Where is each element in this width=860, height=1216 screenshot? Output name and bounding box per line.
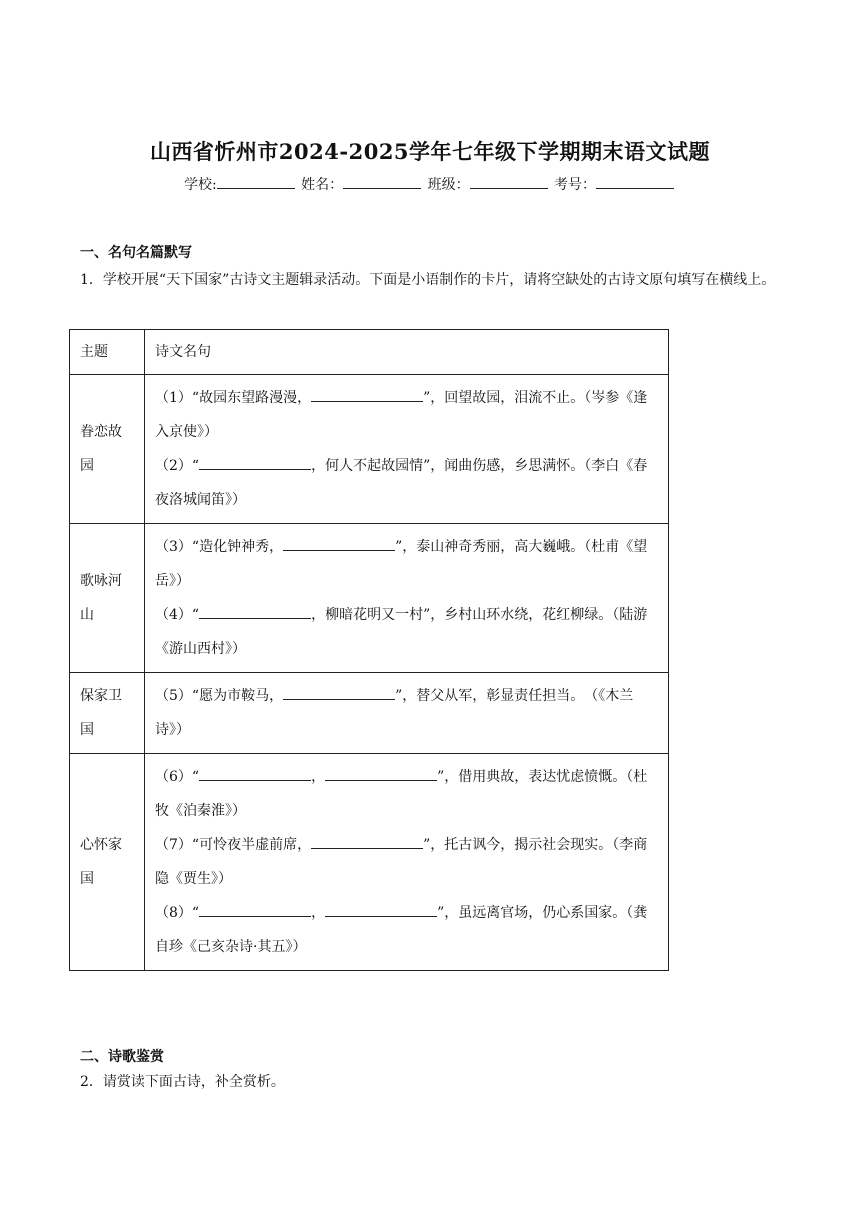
- section-1-heading: 一、名句名篇默写: [80, 245, 192, 261]
- answer-blank[interactable]: [199, 902, 311, 917]
- line-prefix: （3）“造化钟神秀，: [155, 539, 284, 555]
- poem-line-item: [155, 530, 658, 598]
- table-row: [70, 524, 669, 673]
- line-suffix: ”，泰山神奇秀丽，高大巍峨。（杜甫《望岳》）: [155, 539, 648, 589]
- table-row: [70, 754, 669, 971]
- exam-no-label: 考号：: [554, 177, 597, 193]
- name-blank[interactable]: [343, 175, 421, 189]
- section-2-heading: 二、诗歌鉴赏: [80, 1049, 164, 1065]
- question-1-text: 1．学校开展“天下国家”古诗文主题辑录活动。下面是小语制作的卡片，请将空缺处的古诗文原句填写在横线上。: [80, 272, 776, 288]
- table-row: [70, 673, 669, 754]
- line-middle: ，: [311, 905, 326, 921]
- line-suffix: ，柳暗花明又一村”，乡村山环水绕，花红柳绿。（陆游《游山西村》）: [155, 607, 648, 657]
- answer-blank[interactable]: [199, 455, 311, 470]
- answer-blank[interactable]: [311, 834, 423, 849]
- poem-table: [69, 329, 669, 971]
- row-lines: [145, 375, 669, 524]
- answer-blank[interactable]: [283, 685, 395, 700]
- poem-line-item: [155, 449, 658, 517]
- row-lines: [145, 673, 669, 754]
- class-label: 班级：: [427, 177, 470, 193]
- line-prefix: （4）“: [155, 607, 200, 623]
- table-header-row: [70, 330, 669, 375]
- line-prefix: （5）“愿为市鞍马，: [155, 688, 284, 704]
- row-theme: 歌咏河山: [70, 524, 145, 673]
- row-lines: [145, 754, 669, 971]
- header-theme: 主题: [70, 330, 145, 375]
- answer-blank[interactable]: [199, 604, 311, 619]
- line-suffix: ”，回望故园，泪流不止。（岑参《逢入京使》）: [155, 390, 648, 440]
- line-suffix: ”，托古讽今，揭示社会现实。（李商隐《贾生》）: [155, 837, 648, 887]
- line-middle: ，: [311, 769, 326, 785]
- header-lines: 诗文名句: [145, 330, 669, 375]
- exam-no-blank[interactable]: [596, 175, 674, 189]
- answer-blank[interactable]: [325, 766, 437, 781]
- page-title: 山西省忻州市2024-2025学年七年级下学期期末语文试题: [149, 139, 711, 164]
- line-suffix: ”，借用典故，表达忧虑愤慨。（杜牧《泊秦淮》）: [155, 769, 648, 819]
- line-prefix: （2）“: [155, 458, 200, 474]
- poem-line-item: [155, 896, 658, 964]
- answer-blank[interactable]: [325, 902, 437, 917]
- school-blank[interactable]: [217, 175, 295, 189]
- row-theme: 保家卫国: [70, 673, 145, 754]
- line-prefix: （6）“: [155, 769, 200, 785]
- question-2-text: 2．请赏读下面古诗，补全赏析。: [80, 1074, 285, 1090]
- row-theme: 眷恋故园: [70, 375, 145, 524]
- table-row: [70, 375, 669, 524]
- line-prefix: （7）“可怜夜半虚前席，: [155, 837, 312, 853]
- line-suffix: ”，虽远离官场，仍心系国家。（龚自珍《己亥杂诗·其五》）: [155, 905, 648, 955]
- poem-line-item: [155, 598, 658, 666]
- answer-blank[interactable]: [311, 387, 423, 402]
- poem-line-item: [155, 828, 658, 896]
- poem-line-item: [155, 760, 658, 828]
- poem-line-item: [155, 381, 658, 449]
- row-theme: 心怀家国: [70, 754, 145, 971]
- row-lines: [145, 524, 669, 673]
- answer-blank[interactable]: [199, 766, 311, 781]
- name-label: 姓名：: [301, 177, 344, 193]
- line-prefix: （8）“: [155, 905, 200, 921]
- line-prefix: （1）“故园东望路漫漫，: [155, 390, 312, 406]
- class-blank[interactable]: [470, 175, 548, 189]
- line-suffix: ”，替父从军，彰显责任担当。 （《木兰诗》）: [155, 688, 634, 738]
- school-label: 学校:: [183, 177, 217, 193]
- line-suffix: ，何人不起故园情”，闻曲伤感，乡思满怀。（李白《春夜洛城闻笛》）: [155, 458, 648, 508]
- poem-line-item: [155, 679, 658, 747]
- answer-blank[interactable]: [283, 536, 395, 551]
- student-info-line: [0, 174, 860, 194]
